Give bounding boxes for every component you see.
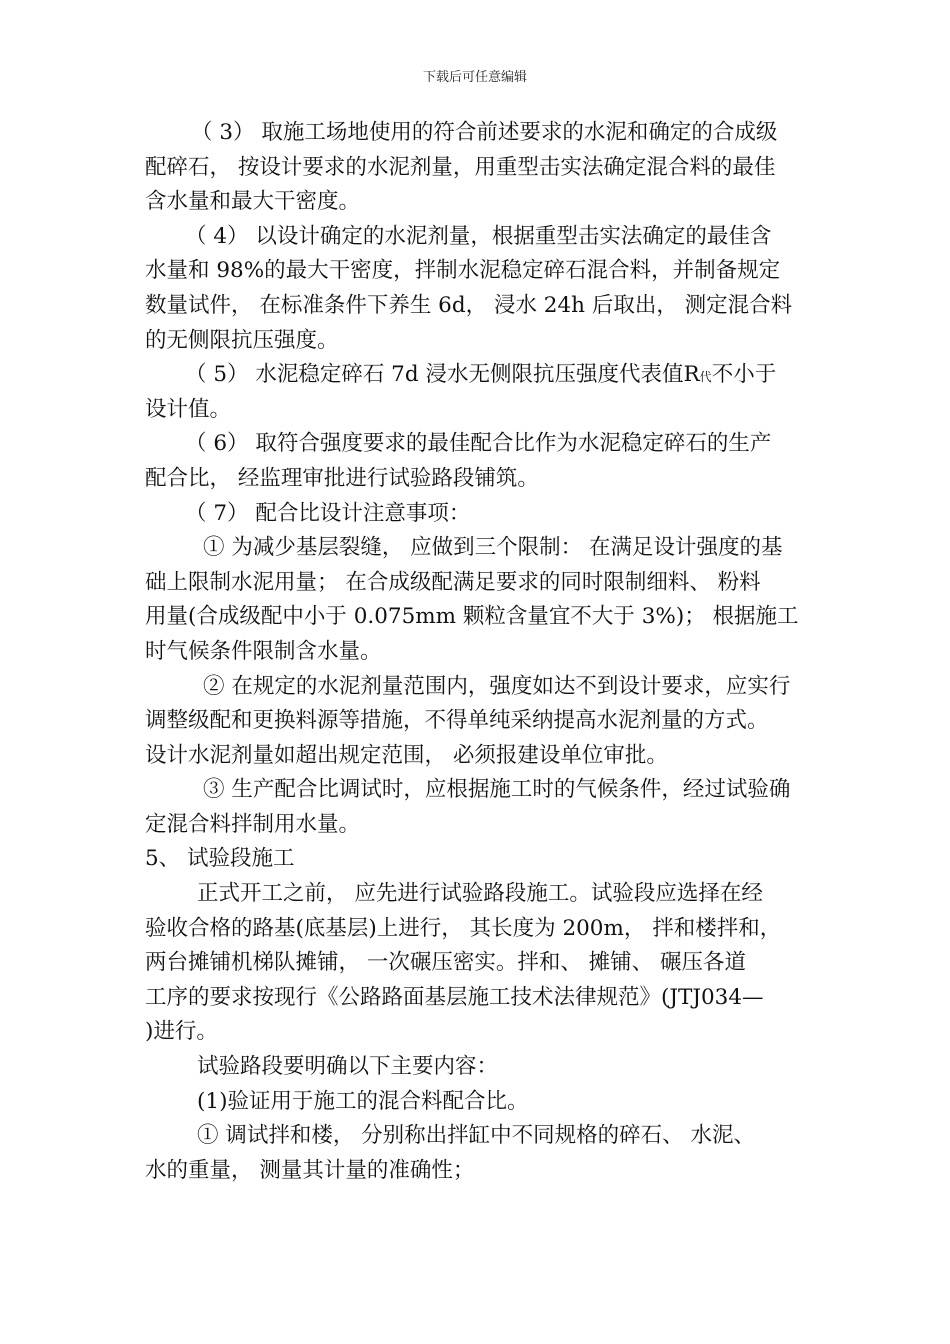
page-header: 下载后可任意编辑 xyxy=(422,70,527,85)
paragraph-line: 配碎石， 按设计要求的水泥剂量，用重型击实法确定混合料的最佳 xyxy=(145,154,776,180)
paragraph-line: )进行。 xyxy=(145,1019,218,1045)
paragraph-line: ① 调试拌和楼， 分别称出拌缸中不同规格的碎石、 水泥、 xyxy=(197,1123,756,1149)
section-heading: 5、 试验段施工 xyxy=(145,846,295,872)
paragraph-line: ② 在规定的水泥剂量范围内，强度如达不到设计要求，应实行 xyxy=(203,673,791,699)
paragraph-line: （ 4） 以设计确定的水泥剂量，根据重型击实法确定的最佳含 xyxy=(185,223,772,249)
symbol-subscript: 代 xyxy=(699,370,712,385)
paragraph-line: 两台摊铺机梯队摊铺， 一次碾压密实。拌和、 摊铺、 碾压各道 xyxy=(145,950,747,976)
paragraph-line: 水量和 98%的最大干密度，拌制水泥稳定碎石混合料，并制备规定 xyxy=(145,258,781,284)
paragraph-line: 调整级配和更换料源等措施，不得单纯采纳提高水泥剂量的方式。 xyxy=(145,708,769,734)
paragraph-line: ① 为减少基层裂缝， 应做到三个限制： 在满足设计强度的基 xyxy=(203,535,783,561)
paragraph-line: 验收合格的路基(底基层)上进行， 其长度为 200m， 拌和楼拌和， xyxy=(145,915,782,941)
paragraph-line: 数量试件， 在标准条件下养生 6d， 浸水 24h 后取出， 测定混合料 xyxy=(145,292,793,318)
line-text-tail: 不小于 xyxy=(711,362,777,388)
paragraph-line: 试验路段要明确以下主要内容： xyxy=(197,1054,499,1080)
document-body xyxy=(145,116,813,1188)
paragraph-line: 定混合料拌制用水量。 xyxy=(145,811,361,837)
paragraph-line: 正式开工之前， 应先进行试验路段施工。试验段应选择在经 xyxy=(197,881,763,907)
paragraph-line xyxy=(145,358,813,393)
paragraph-line: （ 3） 取施工场地使用的符合前述要求的水泥和确定的合成级 xyxy=(191,120,778,145)
symbol-r: R xyxy=(683,362,700,388)
paragraph-line: 工序的要求按现行《公路路面基层施工技术法律规范》(JTJ034— xyxy=(145,984,764,1010)
paragraph-line: ③ 生产配合比调试时，应根据施工时的气候条件，经过试验确 xyxy=(203,777,791,803)
line-text: （ 5） 水泥稳定碎石 7d 浸水无侧限抗压强度代表值 xyxy=(185,362,684,388)
paragraph-line: 设计水泥剂量如超出规定范围， 必须报建设单位审批。 xyxy=(145,742,668,768)
paragraph-line: 的无侧限抗压强度。 xyxy=(145,327,339,353)
paragraph-line: 配合比， 经监理审批进行试验路段铺筑。 xyxy=(145,465,539,491)
paragraph-line: 水的重量， 测量其计量的准确性； xyxy=(145,1157,475,1183)
paragraph-line: （ 6） 取符合强度要求的最佳配合比作为水泥稳定碎石的生产 xyxy=(185,431,772,457)
paragraph-line: 础上限制水泥用量； 在合成级配满足要求的同时限制细料、 粉料 xyxy=(145,569,761,595)
paragraph-line: 含水量和最大干密度。 xyxy=(145,189,361,215)
paragraph-line: (1)验证用于施工的混合料配合比。 xyxy=(197,1088,529,1114)
paragraph-line: 时气候条件限制含水量。 xyxy=(145,638,382,664)
paragraph-line: 用量(合成级配中小于 0.075mm 颗粒含量宜不大于 3%)； 根据施工 xyxy=(145,604,799,630)
paragraph-line: 设计值。 xyxy=(145,396,232,422)
paragraph-line: （ 7） 配合比设计注意事项： xyxy=(185,500,471,526)
